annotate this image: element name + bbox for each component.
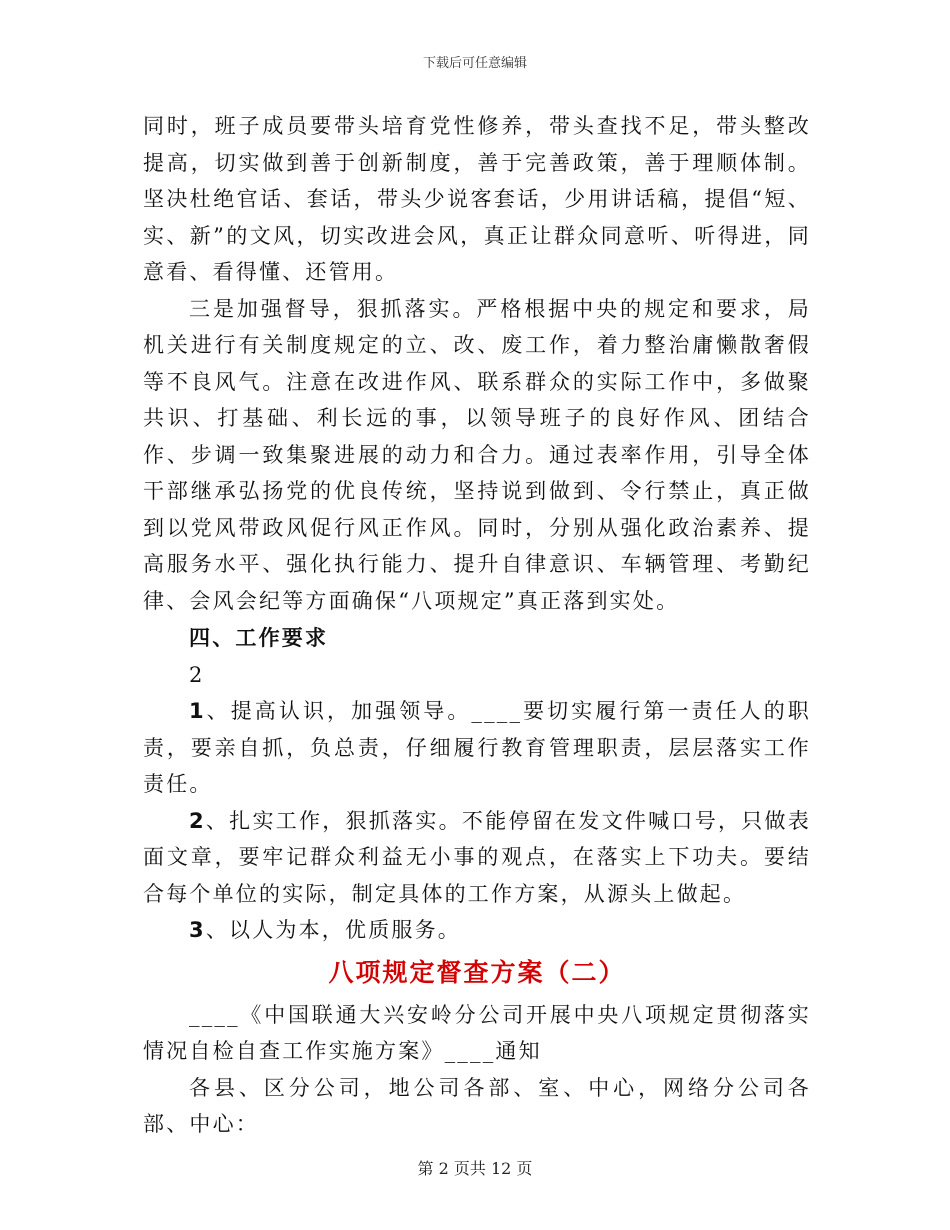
- document-title: 八项规定督查方案（二）: [328, 957, 626, 987]
- page-footer: 第 2 页共 12 页: [417, 1159, 533, 1178]
- requirement-item-1: [143, 693, 811, 803]
- item-number: 3: [189, 918, 206, 942]
- addressee-line: 各县、区分公司，地公司各部、室、中心，网络分公司各部、中心：: [143, 1075, 811, 1136]
- requirement-item-2: [143, 803, 811, 913]
- page-header: 下载后可任意编辑: [422, 56, 527, 71]
- document-body: [143, 108, 811, 1143]
- stray-page-number: 2: [189, 662, 205, 687]
- item-text: 、提高认识，加强领导。____要切实履行第一责任人的职责，要亲自抓，负总责，仔细履行教育管理职责，层层落实工作责任。: [143, 699, 811, 796]
- paragraph-supervision: 三是加强督导，狠抓落实。严格根据中央的规定和要求，局机关进行有关制度规定的立、改、废工作，着力整治庸懒散奢假等不良风气。注意在改进作风、联系群众的实际工作中，多做聚共识、打基础、利长远的事，以领导班子的良好作风、团结合作、步调一致集聚进展的动力和合力。通过表率作用，引导全体干部继承弘扬党的优良传统，坚持说到做到、令行禁止，真正做到以党风带政风促行风正作风。同时，分别从强化政治素养、提高服务水平、强化执行能力、提升自律意识、车辆管理、考勤纪律、会风会纪等方面确保“八项规定”真正落到实处。: [143, 296, 811, 613]
- paragraph-continuation: 同时，班子成员要带头培育党性修养，带头查找不足，带头整改提高，切实做到善于创新制度，善于完善政策，善于理顺体制。坚决杜绝官话、套话，带头少说客套话，少用讲话稿，提倡“短、实、新”的文风，切实改进会风，真正让群众同意听、听得进，同意看、看得懂、还管用。: [143, 114, 811, 284]
- item-text: 、以人为本，优质服务。: [205, 918, 462, 942]
- requirement-item-3: [143, 912, 811, 949]
- item-text: 、扎实工作，狠抓落实。不能停留在发文件喊口号，只做表面文章，要牢记群众利益无小事的观点，在落实上下功夫。要结合每个单位的实际，制定具体的工作方案，从源头上做起。: [143, 808, 811, 906]
- item-number: 1: [189, 699, 206, 723]
- notice-line: ____《中国联通大兴安岭分公司开展中央八项规定贯彻落实情况自检自查工作实施方案》____通知: [143, 1002, 811, 1063]
- item-number: 2: [189, 808, 206, 833]
- section-heading: 四、工作要求: [189, 626, 329, 650]
